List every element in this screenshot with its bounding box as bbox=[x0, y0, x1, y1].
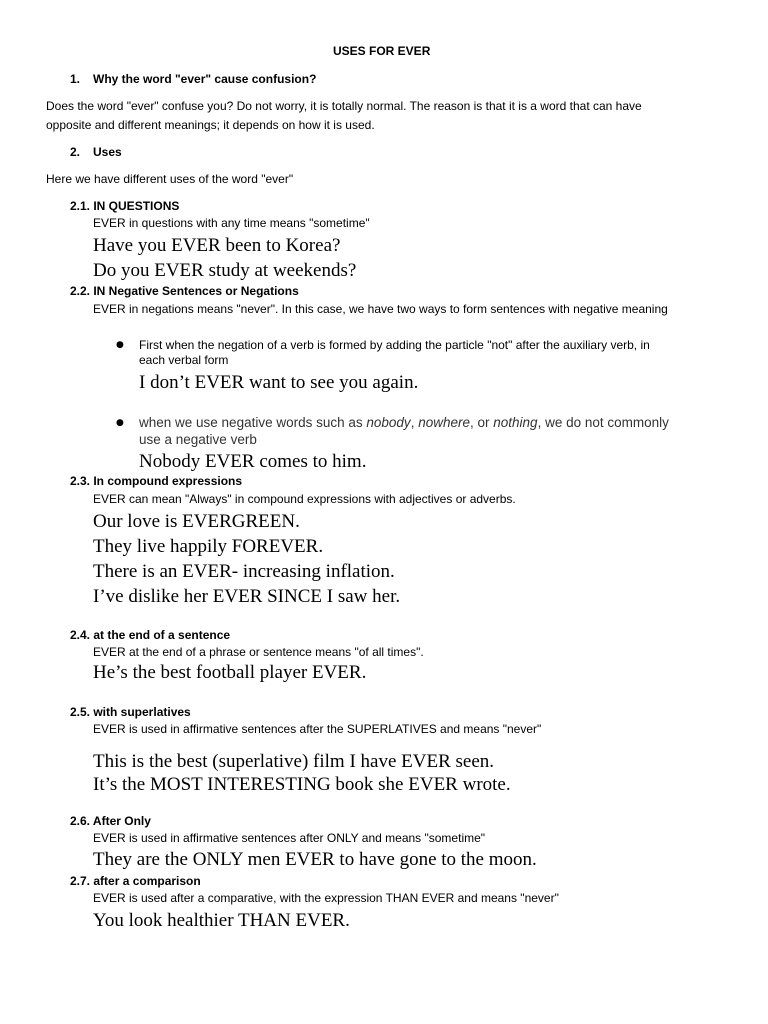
section-2-6-description: EVER is used in affirmative sentences after ONLY and means "sometime" bbox=[93, 831, 486, 845]
section-2-5-example-2: It’s the MOST INTERESTING book she EVER wrote. bbox=[93, 774, 511, 795]
bullet-1-line-2: each verbal form bbox=[139, 353, 229, 367]
bullet-1-marker: ● bbox=[116, 340, 124, 350]
section-2-1-heading: 2.1. IN QUESTIONS bbox=[70, 199, 180, 213]
section-2-3-example-2: They live happily FOREVER. bbox=[93, 536, 324, 557]
bullet-2-text-after: , we do not commonly bbox=[537, 415, 669, 430]
section-2-heading: Uses bbox=[93, 145, 122, 159]
bullet-2-example: Nobody EVER comes to him. bbox=[139, 451, 367, 472]
bullet-1-line-1: First when the negation of a verb is formed by adding the particle "not" after the auxiliary verb, in bbox=[139, 338, 650, 352]
section-2-4-description: EVER at the end of a phrase or sentence means "of all times". bbox=[93, 645, 424, 659]
section-2-7-example-1: You look healthier THAN EVER. bbox=[93, 910, 350, 931]
bullet-1-example: I don’t EVER want to see you again. bbox=[139, 372, 419, 393]
section-2-7-heading: 2.7. after a comparison bbox=[70, 874, 201, 888]
uses-intro: Here we have different uses of the word "ever" bbox=[46, 172, 294, 186]
section-2-3-heading: 2.3. In compound expressions bbox=[70, 474, 243, 488]
section-2-4-heading: 2.4. at the end of a sentence bbox=[70, 628, 231, 642]
section-1-number: 1. bbox=[70, 72, 81, 86]
section-2-7-description: EVER is used after a comparative, with the expression THAN EVER and means "never" bbox=[93, 891, 559, 905]
section-2-number: 2. bbox=[70, 145, 81, 159]
section-2-3-example-4: I’ve dislike her EVER SINCE I saw her. bbox=[93, 586, 401, 607]
document-title: USES FOR EVER bbox=[333, 44, 431, 58]
bullet-2-word-nothing: nothing bbox=[493, 415, 538, 430]
bullet-2-line-2: use a negative verb bbox=[139, 432, 257, 447]
section-2-1-description: EVER in questions with any time means "sometime" bbox=[93, 216, 370, 230]
intro-paragraph-line-2: opposite and different meanings; it depends on how it is used. bbox=[46, 118, 375, 132]
section-2-1-example-1: Have you EVER been to Korea? bbox=[93, 235, 341, 256]
bullet-2-word-nobody: nobody bbox=[366, 415, 411, 430]
bullet-2-separator-1: , bbox=[410, 415, 419, 430]
bullet-2-text-before: when we use negative words such as bbox=[139, 415, 367, 430]
intro-paragraph-line-1: Does the word "ever" confuse you? Do not worry, it is totally normal. The reason is that it is a word that can have bbox=[46, 99, 642, 113]
section-2-5-example-1: This is the best (superlative) film I have EVER seen. bbox=[93, 751, 495, 772]
section-2-3-description: EVER can mean "Always" in compound expressions with adjectives or adverbs. bbox=[93, 492, 516, 506]
section-2-5-description: EVER is used in affirmative sentences after the SUPERLATIVES and means "never" bbox=[93, 722, 542, 736]
bullet-2-line-1 bbox=[139, 414, 669, 431]
bullet-2-separator-2: , or bbox=[470, 415, 494, 430]
section-2-4-example-1: He’s the best football player EVER. bbox=[93, 662, 367, 683]
section-2-3-example-1: Our love is EVERGREEN. bbox=[93, 511, 300, 532]
section-2-3-example-3: There is an EVER- increasing inflation. bbox=[93, 561, 395, 582]
section-2-6-heading: 2.6. After Only bbox=[70, 814, 151, 828]
section-2-2-description: EVER in negations means "never". In this case, we have two ways to form sentences with negative meaning bbox=[93, 302, 668, 316]
section-2-2-heading: 2.2. IN Negative Sentences or Negations bbox=[70, 284, 299, 298]
section-2-5-heading: 2.5. with superlatives bbox=[70, 705, 191, 719]
bullet-2-marker: ● bbox=[116, 418, 124, 428]
section-2-6-example-1: They are the ONLY men EVER to have gone to the moon. bbox=[93, 849, 537, 870]
section-1-heading: Why the word "ever" cause confusion? bbox=[93, 72, 317, 86]
bullet-2-word-nowhere: nowhere bbox=[418, 415, 470, 430]
section-2-1-example-2: Do you EVER study at weekends? bbox=[93, 260, 357, 281]
